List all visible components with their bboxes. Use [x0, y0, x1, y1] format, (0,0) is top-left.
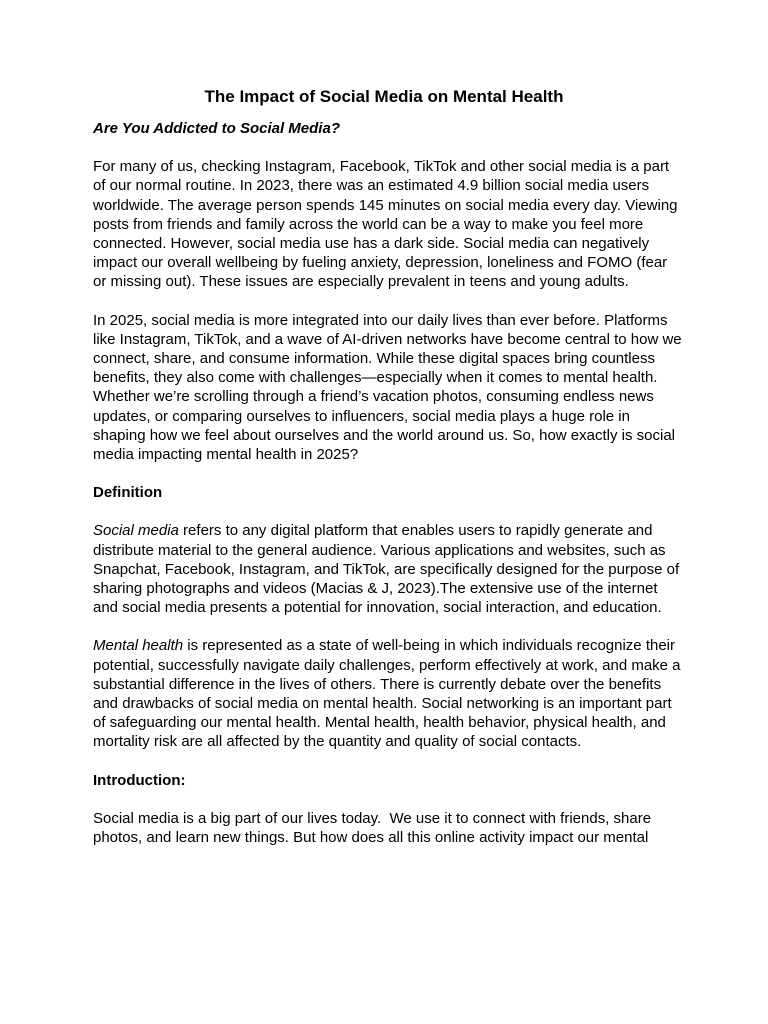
intro-paragraph-1: For many of us, checking Instagram, Facebook, TikTok and other social media is a part of our normal routine. In 2023, there was an estimated 4.9 billion social media users worldwide. The average person spends 145 minutes on social media every day. Viewing posts from friends and family across the world can be a way to make you feel more connected. However, social media use has a dark side. Social media can negatively impact our overall wellbeing by fueling anxiety, depression, loneliness and FOMO (fear or missing out). These issues are especially prevalent in teens and young adults. — [93, 158, 678, 291]
document-subtitle: Are You Addicted to Social Media? — [93, 120, 340, 137]
mental-health-definition-paragraph — [93, 636, 683, 751]
intro-paragraph-2: In 2025, social media is more integrated into our daily lives than ever before. Platforms like Instagram, TikTok, and a wave of AI-driven networks have become central to how we connect, share, and consume information. While these digital spaces bring countless benefits, they also come with challenges—especially when it comes to mental health. Whether we’re scrolling through a friend’s vacation photos, consuming endless news updates, or comparing ourselves to influencers, social media plays a huge role in shaping how we feel about ourselves and the world around us. So, how exactly is social media impacting mental health in 2025? — [93, 311, 682, 464]
social-media-definition-text: refers to any digital platform that enables users to rapidly generate and distribute material to the general audience. Various applications and websites, such as Snapchat, Facebook, Instagram, and TikTok, are specifically designed for the purpose of sharing photographs and videos (Macias & J, 2023).The extensive use of the internet and social media presents a potential for innovation, social interaction, and education. — [93, 522, 680, 617]
document-title: The Impact of Social Media on Mental Health — [204, 87, 564, 106]
social-media-term: Social media — [93, 522, 179, 540]
document-page — [93, 86, 683, 866]
definition-heading: Definition — [93, 484, 163, 502]
introduction-heading: Introduction: — [93, 771, 186, 789]
mental-health-definition-text: is represented as a state of well-being in which individuals recognize their potential, successfully navigate daily challenges, perform effectively at work, and make a substantial difference in the lives of others. There is currently debate over the benefits and drawbacks of social media on mental health. Social networking is an important part of safeguarding our mental health. Mental health, health behavior, physical health, and mortality risk are all affected by the quantity and quality of social contacts. — [93, 637, 681, 751]
mental-health-term: Mental health — [93, 637, 184, 655]
introduction-paragraph: Social media is a big part of our lives today. We use it to connect with friends, share photos, and learn new things. But how does all this online activity impact our mental — [93, 809, 656, 847]
social-media-definition-paragraph — [93, 521, 683, 617]
